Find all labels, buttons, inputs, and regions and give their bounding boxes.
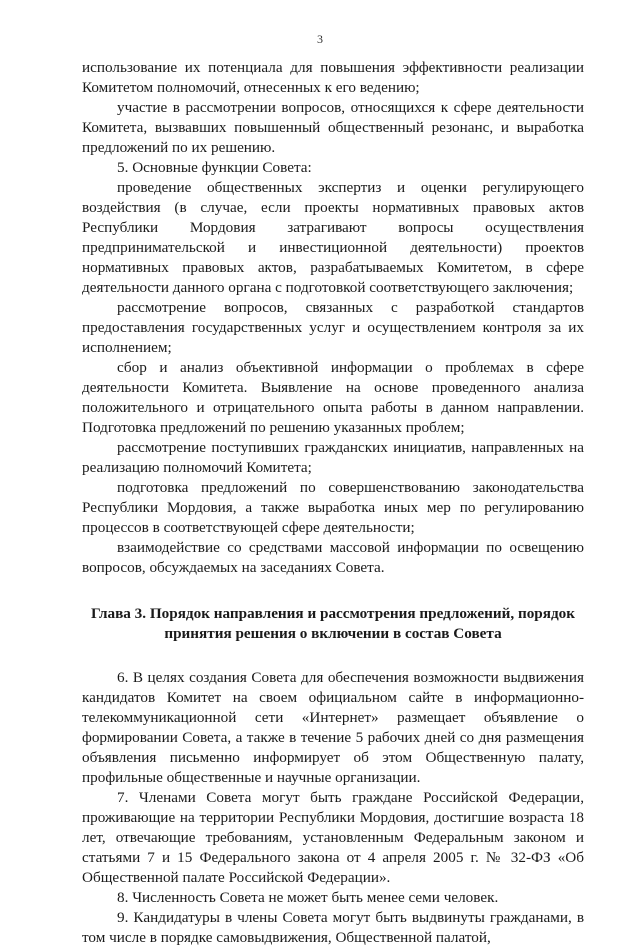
section-title: 5. Основные функции Совета: xyxy=(117,159,312,176)
paragraph: 8. Численность Совета не может быть менее семи человек. xyxy=(117,889,499,906)
paragraph: рассмотрение вопросов, связанных с разработкой стандартов предоставления государственных услуг и осуществлением контроля за их исполнением; xyxy=(82,299,584,356)
page-number: 3 xyxy=(317,32,323,46)
paragraph: подготовка предложений по совершенствованию законодательства Республики Мордовия, а также выработка иных мер по регулированию процессов в соответствующей сфере деятельности; xyxy=(82,479,584,536)
paragraph: 6. В целях создания Совета для обеспечения возможности выдвижения кандидатов Комитет на своем официальном сайте в информационно-телекоммуникационной сети «Интернет» размещает объявление о формировании Совета, а также в течение 5 рабочих дней со дня размещения объявления письменно информирует об этом Общественную палату, профильные общественные и научные организации. xyxy=(82,669,584,786)
paragraph: взаимодействие со средствами массовой информации по освещению вопросов, обсуждаемых на заседаниях Совета. xyxy=(82,539,584,576)
paragraph: использование их потенциала для повышения эффективности реализации Комитетом полномочий, отнесенных к его ведению; xyxy=(82,59,584,96)
paragraph: рассмотрение поступивших гражданских инициатив, направленных на реализацию полномочий Комитета; xyxy=(82,439,584,476)
paragraph: участие в рассмотрении вопросов, относящихся к сфере деятельности Комитета, вызвавших повышенный общественный резонанс, и выработка предложений по их решению. xyxy=(82,99,584,156)
paragraph: 9. Кандидатуры в члены Совета могут быть выдвинуты гражданами, в том числе в порядке самовыдвижения, Общественной палатой, xyxy=(82,909,584,946)
paragraph: сбор и анализ объективной информации о проблемах в сфере деятельности Комитета. Выявление на основе проведенного анализа положительного и отрицательного опыта работы в данном направлении. Подготовка предложений по решению указанных проблем; xyxy=(82,359,584,436)
paragraph: проведение общественных экспертиз и оценки регулирующего воздействия (в случае, если проекты нормативных правовых актов Республики Мордовия затрагивают вопросы осуществления предпринимательской и инвестиционной деятельности) проектов нормативных правовых актов, разрабатываемых Комитетом, в сфере деятельности данного органа с подготовкой соответствующего заключения; xyxy=(82,179,584,296)
chapter-heading: Глава 3. Порядок направления и рассмотрения предложений, порядок принятия решения о включении в состав Совета xyxy=(91,605,575,642)
paragraph: 7. Членами Совета могут быть граждане Российской Федерации, проживающие на территории Республики Мордовия, достигшие возраста 18 лет, отвечающие требованиям, установленным Федеральным законом и статьями 7 и 15 Федерального закона от 4 апреля 2005 г. № 32-ФЗ «Об Общественной палате Российской Федерации». xyxy=(82,789,584,886)
document-body xyxy=(82,58,584,948)
